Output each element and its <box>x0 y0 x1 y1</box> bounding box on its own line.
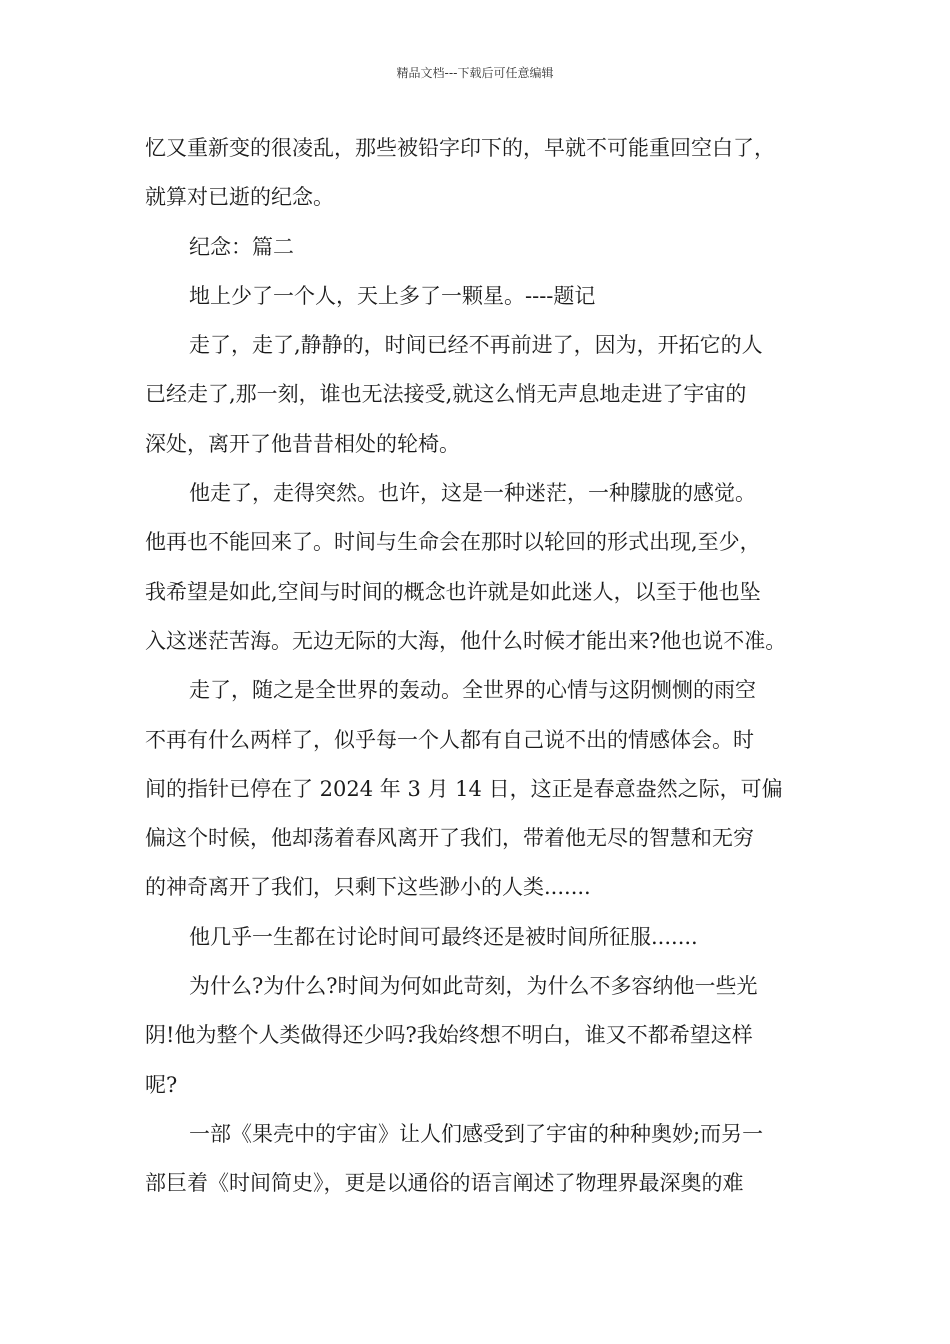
text-line: 忆又重新变的很凌乱，那些被铅字印下的，早就不可能重回空白了， <box>145 136 775 160</box>
text-line: 间的指针已停在了 2024 年 3 月 14 日，这正是春意盎然之际，可偏 <box>145 776 783 801</box>
text-line: 为什么?为什么?时间为何如此苛刻，为什么不多容纳他一些光 <box>189 974 758 999</box>
text-line: 我希望是如此,空间与时间的概念也许就是如此迷人，以至于他也坠 <box>145 579 761 604</box>
page-header: 精品文档---下载后可任意编辑 <box>396 66 554 80</box>
text-line: 呢? <box>145 1072 178 1097</box>
text-line: 阴!他为整个人类做得还少吗?我始终想不明白，谁又不都希望这样 <box>145 1023 753 1048</box>
text-line: 他几乎一生都在讨论时间可最终还是被时间所征服....... <box>189 924 698 949</box>
text-line: 走了，随之是全世界的轰动。全世界的心情与这阴恻恻的雨空 <box>189 678 756 703</box>
text-line: 入这迷茫苦海。无边无际的大海，他什么时候才能出来?他也说不准。 <box>145 628 787 653</box>
text-line: 走了，走了,静静的，时间已经不再前进了，因为，开拓它的人 <box>189 333 763 358</box>
text-line: 深处，离开了他昔昔相处的轮椅。 <box>145 431 460 456</box>
section-heading: 纪念：篇二 <box>189 234 294 259</box>
epigraph: 地上少了一个人，天上多了一颗星。----题记 <box>189 283 596 308</box>
text-line: 部巨着《时间简史》，更是以通俗的语言阐述了物理界最深奥的难 <box>145 1171 744 1196</box>
text-line: 不再有什么两样了，似乎每一个人都有自己说不出的情感体会。时 <box>145 727 754 752</box>
text-line: 就算对已逝的纪念。 <box>145 185 334 210</box>
text-line: 他再也不能回来了。时间与生命会在那时以轮回的形式出现,至少， <box>145 530 761 555</box>
text-line: 已经走了,那一刻，谁也无法接受,就这么悄无声息地走进了宇宙的 <box>145 382 747 407</box>
text-line: 他走了，走得突然。也许，这是一种迷茫，一种朦胧的感觉。 <box>189 481 756 506</box>
text-line: 偏这个时候，他却荡着春风离开了我们，带着他无尽的智慧和无穷 <box>145 826 754 851</box>
text-line: 的神奇离开了我们，只剩下这些渺小的人类....... <box>145 875 591 900</box>
document-body <box>145 124 825 1209</box>
text-line: 一部《果壳中的宇宙》让人们感受到了宇宙的种种奥妙;而另一 <box>189 1121 764 1146</box>
